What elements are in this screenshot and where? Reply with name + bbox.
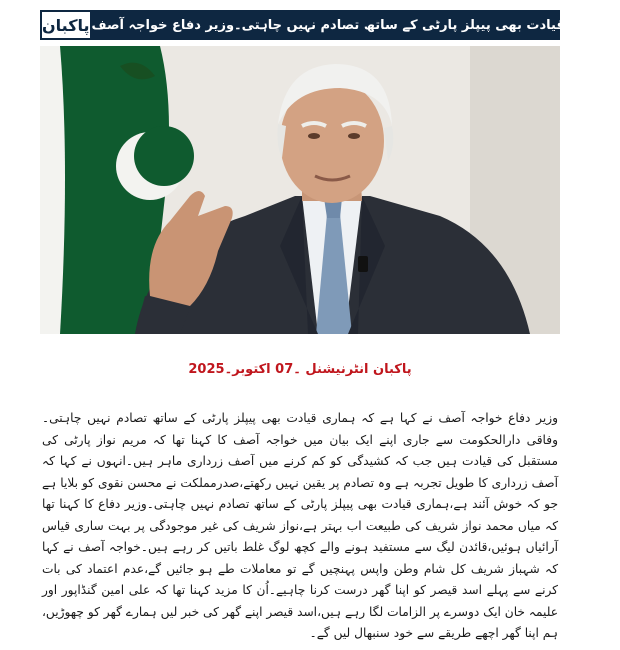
headline: ہماری قیادت بھی پیپلز پارٹی کے ساتھ تصادم نہیں چاہتی۔وزیر دفاع خواجہ آصف (91, 17, 610, 33)
article-photo (40, 46, 560, 334)
dateline: پاکبان انٹرنیشنل ۔07 اکتوبر۔2025 (188, 362, 412, 377)
site-header (40, 10, 610, 40)
site-logo[interactable]: پاکبان (40, 10, 92, 40)
article-body: وزیر دفاع خواجہ آصف نے کہا ہے کہ ہماری قیادت بھی پیپلز پارٹی کے ساتھ تصادم نہیں چاہتی۔وفاقی دارالحکومت سے جاری اپنے ایک بیان میں خواجہ آصف کا کہنا تھا کہ مریم نواز پارٹی کی مستقبل کی قیادت ہیں جب کہ کشیدگی کو کم کرنے میں آصف زرداری ماہر ہیں۔انہوں نے کہا کہ آصف زرداری کا طویل تجربہ ہے وہ تصادم پر یقین نہیں رکھتے،صدرمملکت نے محسن نقوی کو بلایا ہے جو کہ خوش آئند ہے،ہماری قیادت بھی پیپلز پارٹی کے ساتھ تصادم نہیں چاہتی۔وزیر دفاع کا کہنا تھا کہ میاں محمد نواز شریف کی طبیعت اب بہتر ہے،نواز شریف کی غیر موجودگی پر بہت ساری قیاس آرائیاں ہوئیں،قائدن لیگ سے مستفید ہونے والے کچھ لوگ غلط باتیں کر رہے ہیں۔خواجہ آصف نے کہا کہ شہباز شریف کل شام وطن واپس پہنچیں گے تو معاملات طے ہو جائیں گے،عدم اعتماد کی بات کرنے سے پہلے اسد قیصر کو اپنا گھر درست کرنا چاہیے۔اُن کا مزید کہنا تھا کہ علی امین گنڈاپور اور علیمہ خان ایک دوسرے پر الزامات لگا رہے ہیں،اسد قیصر اپنے گھر کی خبر لیں ہمارے گھر کو چھوڑیں، ہم اپنا گھر اچھے طریقے سے خود سنبھال لیں گے۔ (42, 411, 558, 640)
